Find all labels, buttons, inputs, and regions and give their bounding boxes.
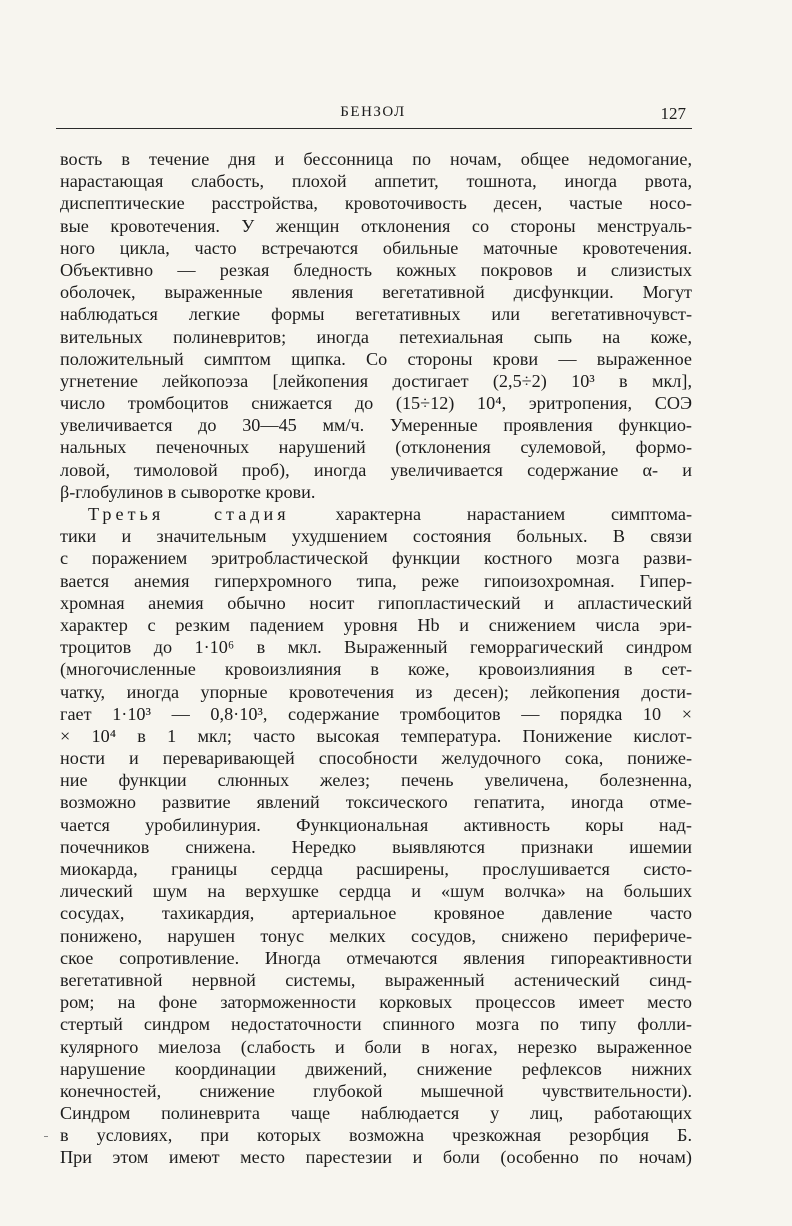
text-line: вость в течение дня и бессонница по ночам, общее недомогание, <box>60 149 692 169</box>
text-line: вается анемия гиперхромного типа, реже гипоизохромная. Гипер- <box>60 570 692 591</box>
text-line: вегетативной нервной системы, выраженный астенический синд- <box>60 969 692 990</box>
text-line: оболочек, выраженные явления вегетативной дисфункции. Могут <box>60 282 692 303</box>
text-line: ром; на фоне заторможенности корковых процессов имеет место <box>60 992 692 1013</box>
stage-heading: Третья стадия <box>88 504 290 524</box>
text-line: положительный симптом щипка. Со стороны крови — выраженное <box>60 348 692 369</box>
scan-mark <box>44 1136 48 1137</box>
paragraph-2 <box>60 503 692 1191</box>
text-line: в условиях, при которых возможна чрезкожная резорбция Б. <box>60 1125 692 1146</box>
text-line: хромная анемия обычно носит гипопластический и апластический <box>60 592 692 613</box>
text-line: Синдром полиневрита чаще наблюдается у лиц, работающих <box>60 1103 692 1124</box>
text-line: × 10⁴ в 1 мкл; часто высокая температура. Понижение кислот- <box>60 725 692 746</box>
text-line: диспептические расстройства, кровоточивость десен, частые носо- <box>60 193 692 214</box>
text-line: увеличивается до 30—45 мм/ч. Умеренные проявления функцио- <box>60 415 692 436</box>
text-line: число тромбоцитов снижается до (15÷12) 10⁴, эритропения, СОЭ <box>60 393 692 414</box>
text-line: β-глобулинов в сыворотке крови. <box>60 481 316 502</box>
text-line: гает 1·10³ — 0,8·10³, содержание тромбоцитов — порядка 10 × <box>60 703 692 724</box>
text-line: нарастающая слабость, плохой аппетит, тошнота, иногда рвота, <box>60 171 692 192</box>
text-line: вые кровотечения. У женщин отклонения со стороны менструаль- <box>60 215 692 236</box>
text-line: ности и переваривающей способности желудочного сока, пониже- <box>60 748 692 769</box>
text-line: ние функции слюнных желез; печень увеличена, болезненна, <box>60 770 692 791</box>
text-line: троцитов до 1·10⁶ в мкл. Выраженный геморрагический синдром <box>60 637 692 658</box>
page-number: 127 <box>660 104 686 123</box>
text-line: ного цикла, часто встречаются обильные маточные кровотечения. <box>60 237 692 258</box>
running-head-title: БЕНЗОЛ <box>340 104 406 120</box>
text-line: миокарда, границы сердца расширены, прослушивается систо- <box>60 859 692 879</box>
text-line: сосудах, тахикардия, артериальное кровяное давление часто <box>60 903 692 924</box>
running-header <box>56 104 690 126</box>
text-line: почечников снижена. Нередко выявляются признаки ишемии <box>60 836 692 857</box>
text-line: конечностей, снижение глубокой мышечной чувствительности). <box>60 1080 692 1101</box>
text-line-rest: характерна нарастанием симптома- <box>289 504 692 524</box>
text-line: угнетение лейкопоэза [лейкопения достигает (2,5÷2) 10³ в мкл], <box>60 370 692 391</box>
header-rule <box>56 128 692 129</box>
text-line <box>60 503 692 525</box>
text-line: понижено, нарушен тонус мелких сосудов, снижено перифериче- <box>60 925 692 946</box>
text-line: Объективно — резкая бледность кожных покровов и слизистых <box>60 259 692 280</box>
text-line: При этом имеют место парестезии и боли (особенно по ночам) <box>60 1147 692 1168</box>
text-line: (многочисленные кровоизлияния в коже, кровоизлияния в сет- <box>60 659 692 680</box>
text-line: характер с резким падением уровня Hb и снижением числа эри- <box>60 614 692 635</box>
text-line: нарушение координации движений, снижение рефлексов нижних <box>60 1058 692 1079</box>
text-line: лический шум на верхушке сердца и «шум волчка» на больших <box>60 881 692 902</box>
text-line: нальных печеночных нарушений (отклонения сулемовой, формо- <box>60 437 692 458</box>
paragraph-1 <box>60 148 692 503</box>
body-text <box>60 148 692 1191</box>
text-line: вительных полиневритов; иногда петехиальная сыпь на коже, <box>60 326 692 347</box>
text-line: с поражением эритробластической функции костного мозга разви- <box>60 548 692 569</box>
text-line: возможно развитие явлений токсического гепатита, иногда отме- <box>60 792 692 813</box>
text-line: тики и значительным ухудшением состояния больных. В связи <box>60 526 692 547</box>
text-line: наблюдаться легкие формы вегетативных или вегетативночувст- <box>60 304 692 325</box>
text-line: чается уробилинурия. Функциональная активность коры над- <box>60 814 692 835</box>
text-line: стертый синдром недостаточности спинного мозга по типу фолли- <box>60 1014 692 1035</box>
text-line <box>60 1169 692 1191</box>
text-line: ское сопротивление. Иногда отмечаются явления гипореактивности <box>60 947 692 968</box>
text-line: кулярного миелоза (слабость и боли в ногах, нерезко выраженное <box>60 1036 692 1057</box>
text-line: чатку, иногда упорные кровотечения из десен); лейкопения дости- <box>60 681 692 702</box>
text-line: ловой, тимоловой проб), иногда увеличивается содержание α- и <box>60 459 692 480</box>
